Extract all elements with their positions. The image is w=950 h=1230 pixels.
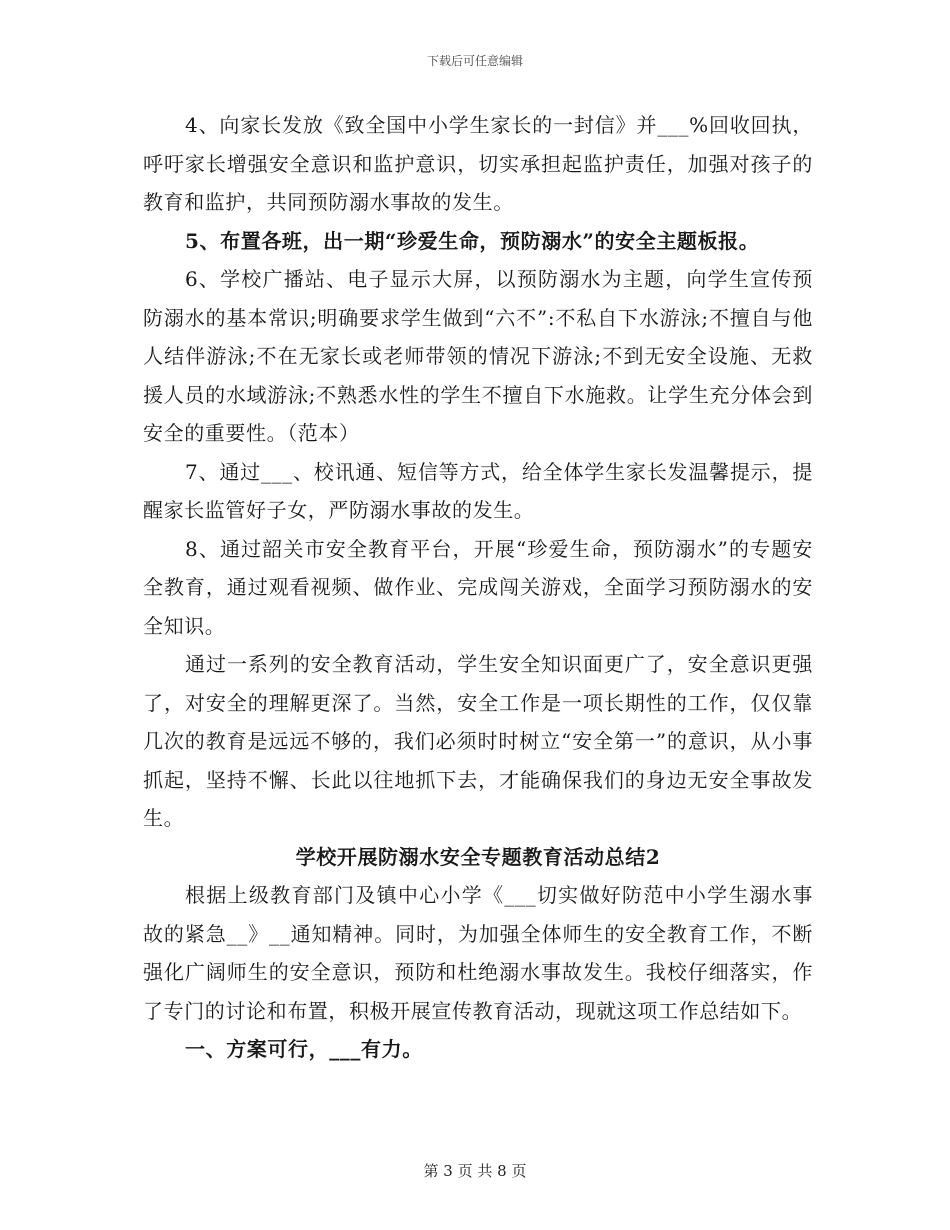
paragraph-item-4: 4、向家长发放《致全国中小学生家长的一封信》并___%回收回执，呼吁家长增强安全意识和监护意识，切实承担起监护责任，加强对孩子的教育和监护，共同预防溺水事故的发生。: [143, 113, 813, 214]
document-body: [143, 106, 813, 1069]
paragraph-intro: 根据上级教育部门及镇中心小学《___切实做好防范中小学生溺水事故的紧急__》__通知精神。同时，为加强全体师生的安全教育工作，不断强化广阔师生的安全意识，预防和杜绝溺水事故发生。我校仔细落实，作了专门的讨论和布置，积极开展宣传教育活动，现就这项工作总结如下。: [143, 883, 813, 1023]
paragraph-subheading-1: 一、方案可行，___有力。: [185, 1037, 423, 1061]
page-number: 第 3 页 共 8 页: [423, 1162, 527, 1180]
paragraph-item-8: 8、通过韶关市安全教育平台，开展“珍爱生命，预防溺水”的专题安全教育，通过观看视频、做作业、完成闯关游戏，全面学习预防溺水的安全知识。: [143, 536, 813, 638]
paragraph-item-7: 7、通过___、校讯通、短信等方式，给全体学生家长发温馨提示，提醒家长监管好子女，严防溺水事故的发生。: [143, 459, 813, 522]
paragraph-summary: 通过一系列的安全教育活动，学生安全知识面更广了，安全意识更强了，对安全的理解更深了。当然，安全工作是一项长期性的工作，仅仅靠几次的教育是远远不够的，我们必须时时树立“安全第一”的意识，从小事抓起，坚持不懈、长此以往地抓下去，才能确保我们的身边无安全事故发生。: [143, 652, 813, 830]
section-title: 学校开展防溺水安全专题教育活动总结2: [295, 844, 661, 869]
page-header-note: 下载后可任意编辑: [426, 54, 523, 68]
paragraph-item-6: 6、学校广播站、电子显示大屏，以预防溺水为主题，向学生宣传预防溺水的基本常识;明确要求学生做到“六不”:不私自下水游泳;不擅自与他人结伴游泳;不在无家长或老师带领的情况下游泳;不到无安全设施、无救援人员的水域游泳;不熟悉水性的学生不擅自下水施救。让学生充分体会到安全的重要性。（范本）: [143, 267, 813, 445]
paragraph-item-5: 5、布置各班，出一期“珍爱生命，预防溺水”的安全主题板报。: [185, 228, 760, 253]
